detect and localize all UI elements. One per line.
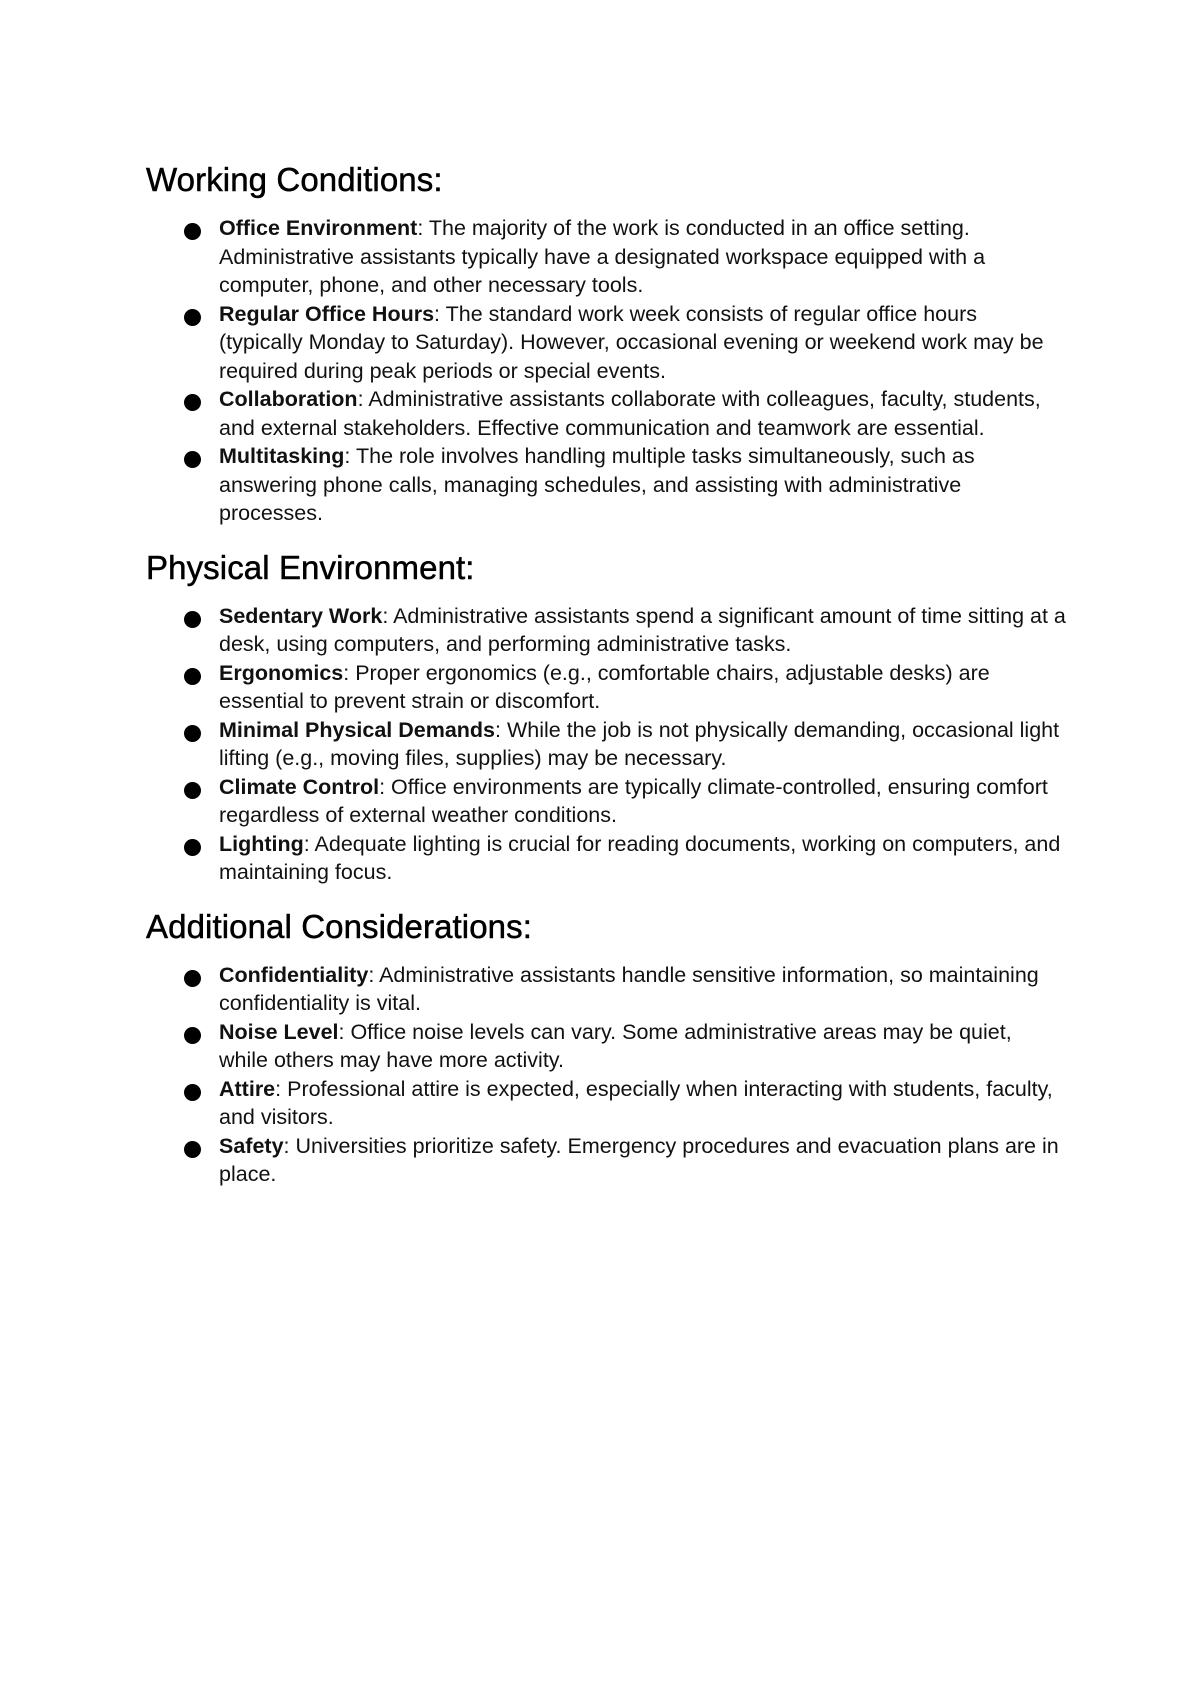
item-text: : Professional attire is expected, especially when interacting with students, faculty, and visitors. bbox=[219, 1076, 1053, 1129]
list-item bbox=[146, 1075, 1066, 1132]
list-item bbox=[146, 659, 1066, 716]
list-item bbox=[146, 961, 1066, 1018]
item-text: : Universities prioritize safety. Emergency procedures and evacuation plans are in place. bbox=[219, 1133, 1059, 1186]
item-text: : Proper ergonomics (e.g., comfortable chairs, adjustable desks) are essential to prevent strain or discomfort. bbox=[219, 660, 990, 713]
bullet-icon bbox=[184, 1084, 201, 1101]
item-term: Collaboration bbox=[219, 387, 358, 411]
section-heading: Working Conditions: bbox=[146, 161, 443, 198]
bullet-icon bbox=[184, 1027, 201, 1044]
document-page bbox=[146, 160, 1066, 1189]
item-term: Office Environment bbox=[219, 216, 418, 240]
list-item bbox=[146, 214, 1066, 300]
section-physical-environment bbox=[146, 548, 1066, 887]
list-item bbox=[146, 442, 1066, 528]
list-item bbox=[146, 1132, 1066, 1189]
item-term: Lighting bbox=[219, 831, 304, 856]
item-term: Safety bbox=[219, 1133, 284, 1158]
item-text: : While the job is not physically demanding, occasional light lifting (e.g., moving files, supplies) may be necessary. bbox=[219, 717, 1060, 770]
bullet-list bbox=[146, 602, 1066, 887]
item-term: Attire bbox=[219, 1076, 276, 1101]
bullet-icon bbox=[184, 725, 201, 742]
bullet-icon bbox=[184, 668, 201, 685]
list-item bbox=[146, 830, 1066, 887]
list-item bbox=[146, 716, 1066, 773]
item-term: Regular Office Hours bbox=[219, 301, 435, 326]
item-text: : Office noise levels can vary. Some administrative areas may be quiet, while others may have more activity. bbox=[219, 1019, 1012, 1072]
item-term: Noise Level bbox=[219, 1019, 339, 1044]
item-text: : Administrative assistants collaborate with colleagues, faculty, students, and external stakeholders. Effective communication and teamwork are essential. bbox=[219, 387, 1041, 440]
bullet-icon bbox=[184, 309, 201, 326]
section-heading: Physical Environment: bbox=[146, 548, 475, 586]
item-term: Sedentary Work bbox=[219, 603, 383, 628]
item-text: : Administrative assistants spend a significant amount of time sitting at a desk, using computers, and performing administrative tasks. bbox=[219, 603, 1066, 656]
list-item bbox=[146, 773, 1066, 830]
bullet-icon bbox=[184, 611, 201, 628]
bullet-icon bbox=[184, 1141, 201, 1158]
item-term: Confidentiality bbox=[219, 962, 369, 987]
section-additional-considerations bbox=[146, 907, 1066, 1189]
item-text: : The majority of the work is conducted in an office setting. Administrative assistants typically have a designated workspace equipped with a computer, phone, and other necessary tools. bbox=[219, 216, 986, 297]
item-term: Multitasking bbox=[219, 444, 345, 468]
item-text: : The standard work week consists of regular office hours (typically Monday to Saturday). However, occasional evening or weekend work may be required during peak periods or special events. bbox=[219, 301, 1044, 383]
item-text: : Administrative assistants handle sensitive information, so maintaining confidentiality is vital. bbox=[219, 962, 1039, 1015]
item-text: : Adequate lighting is crucial for reading documents, working on computers, and maintaining focus. bbox=[219, 831, 1061, 884]
bullet-list bbox=[146, 214, 1066, 528]
list-item bbox=[146, 602, 1066, 659]
bullet-icon bbox=[184, 394, 201, 411]
item-term: Ergonomics bbox=[219, 660, 344, 685]
item-term: Climate Control bbox=[219, 774, 380, 799]
bullet-icon bbox=[184, 782, 201, 799]
item-term: Minimal Physical Demands bbox=[219, 717, 496, 742]
list-item bbox=[146, 1018, 1066, 1075]
section-heading: Additional Considerations: bbox=[146, 907, 532, 945]
bullet-icon bbox=[184, 223, 201, 240]
bullet-icon bbox=[184, 451, 201, 468]
list-item bbox=[146, 300, 1066, 386]
item-text: : Office environments are typically climate-controlled, ensuring comfort regardless of external weather conditions. bbox=[219, 774, 1048, 827]
bullet-icon bbox=[184, 970, 201, 987]
section-working-conditions bbox=[146, 160, 1066, 528]
bullet-icon bbox=[184, 839, 201, 856]
list-item bbox=[146, 385, 1066, 442]
item-text: : The role involves handling multiple tasks simultaneously, such as answering phone calls, managing schedules, and assisting with administrative processes. bbox=[219, 444, 975, 525]
bullet-list bbox=[146, 961, 1066, 1189]
